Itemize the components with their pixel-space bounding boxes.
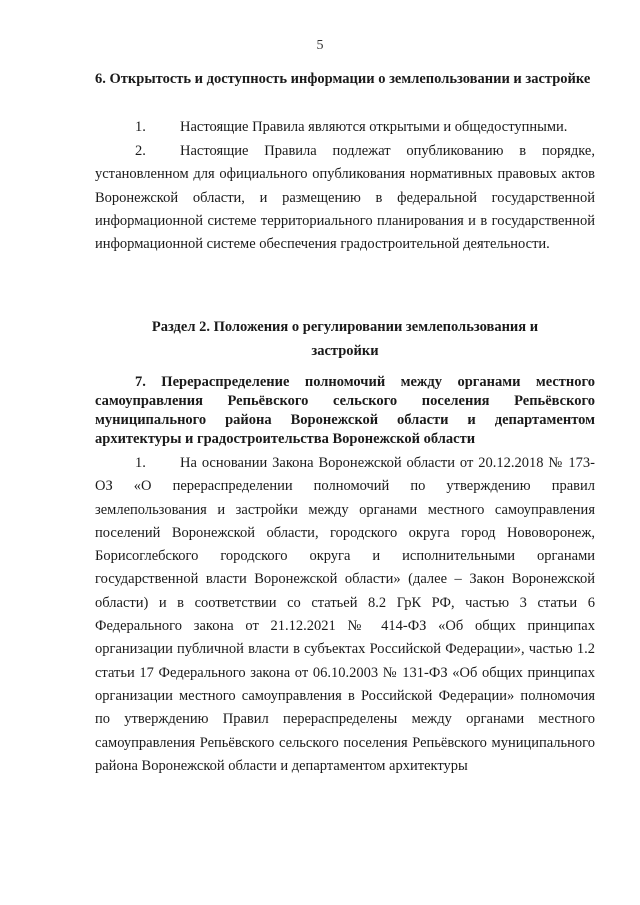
section-6-item-1 (95, 116, 595, 139)
page-number: 5 (316, 38, 324, 53)
part-2-heading-line-2: застройки (311, 343, 379, 359)
section-6-item-2 (95, 140, 595, 256)
item-number: 1. (135, 119, 146, 135)
item-number: 1. (135, 455, 146, 471)
part-2-heading-line-1: Раздел 2. Положения о регулировании землепользования и (151, 319, 539, 335)
item-text: Настоящие Правила являются открытыми и общедоступными. (180, 119, 568, 135)
section-7-item-1 (95, 452, 595, 778)
section-6-heading: 6. Открытость и доступность информации о землепользовании и застройке (95, 71, 591, 87)
item-number: 2. (135, 143, 146, 159)
section-7-heading: 7. Перераспределение полномочий между органами местного самоуправления Репьёвского сельского поселения Репьёвского муниципального района Воронежской области и департаментом архитектуры и градостроительства Воронежской области (95, 374, 595, 447)
item-text: На основании Закона Воронежской области от 20.12.2018 № 173-ОЗ «О перераспределении полномочий по утверждению правил землепользования и застройки между органами местного самоуправления поселений Воронежской области, городского округа город Нововоронеж, Борисоглебского городского округа и исполнительными органами государственной власти Воронежской области» (далее – Закон Воронежской области) и в соответствии со статьей 8.2 ГрК РФ, частью 3 статьи 6 Федерального закона от 21.12.2021 № 414-ФЗ «Об общих принципах организации публичной власти в субъектах Российской Федерации», частью 1.2 статьи 17 Федерального закона от 06.10.2003 № 131-ФЗ «Об общих принципах организации местного самоуправления в Российской Федерации» полномочия по утверждению Правил перераспределены между органами местного самоуправления Репьёвского сельского поселения Репьёвского муниципального района Воронежской области и департаментом архитектуры (95, 455, 595, 774)
item-text: Настоящие Правила подлежат опубликованию в порядке, установленном для официального опубликования нормативных правовых актов Воронежской области, и размещению в федеральной государственной информационной системе территориального планирования и в государственной информационной системе обеспечения градостроительной деятельности. (95, 143, 595, 253)
